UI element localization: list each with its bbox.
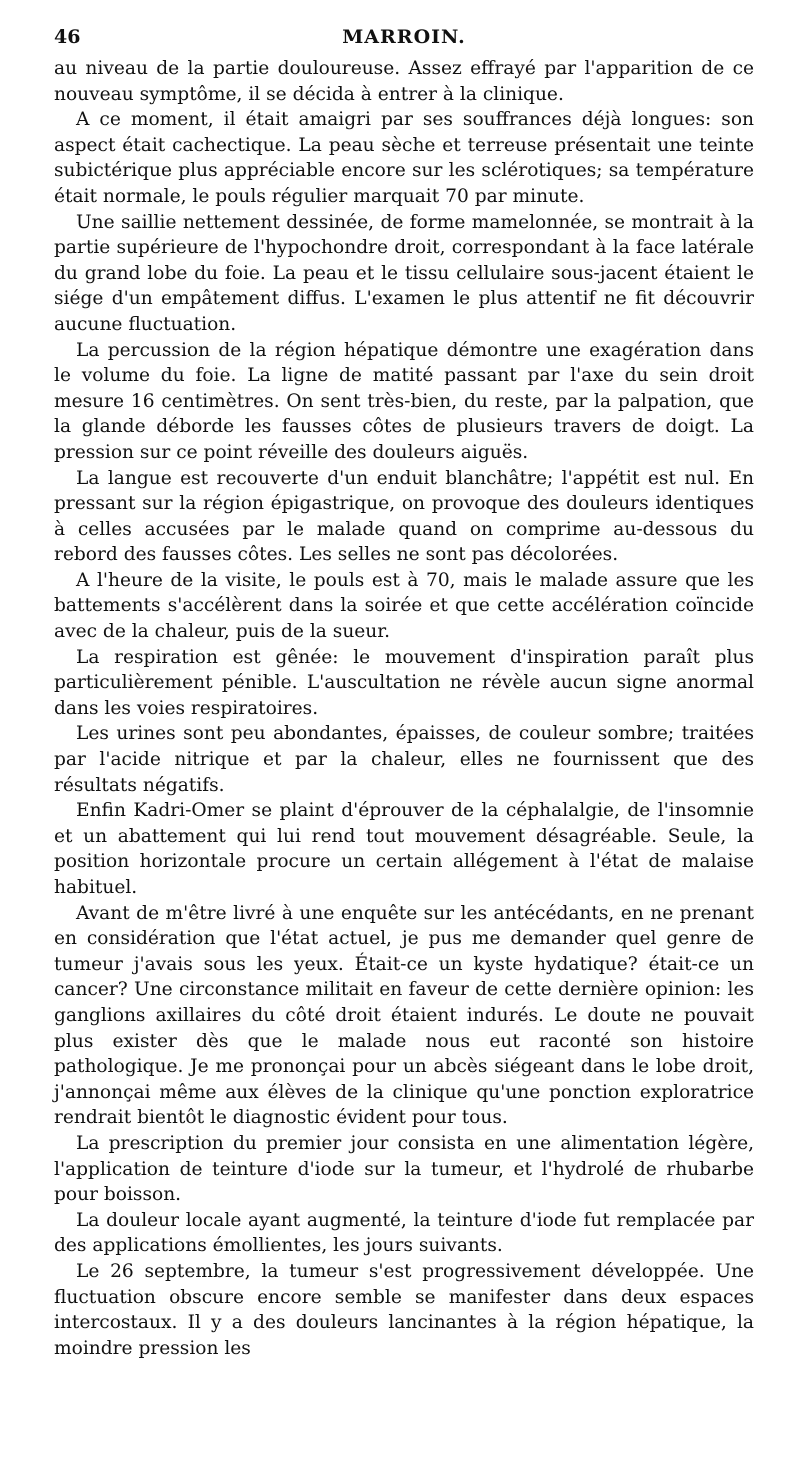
paragraph: La douleur locale ayant augmenté, la teinture d'iode fut remplacée par des applications émollientes, les jours suivants. bbox=[54, 1209, 754, 1257]
paragraph: Avant de m'être livré à une enquête sur les antécédants, en ne prenant en considération que l'état actuel, je pus me demander quel genre de tumeur j'avais sous les yeux. Était-ce un kyste hydatique? était-ce un cancer? Une circonstance militait en faveur de cette dernière opinion: les ganglions axillaires du côté droit étaient indurés. Le doute ne pouvait plus exister dès que le malade nous eut raconté son histoire pathologique. Je me prononçai pour un abcès siégeant dans le lobe droit, j'annonçai même aux élèves de la clinique qu'une ponction exploratrice rendrait bientôt le diagnostic évident pour tous. bbox=[54, 902, 754, 1129]
paragraph: A ce moment, il était amaigri par ses souffrances déjà longues: son aspect était cachectique. La peau sèche et terreuse présentait une teinte subictérique plus appréciable encore sur les sclérotiques; sa température était normale, le pouls régulier marquait 70 par minute. bbox=[54, 109, 754, 207]
paragraph: La langue est recouverte d'un enduit blanchâtre; l'appétit est nul. En pressant sur la région épigastrique, on provoque des douleurs identiques à celles accusées par le malade quand on comprime au-dessous du rebord des fausses côtes. Les selles ne sont pas décolorées. bbox=[54, 467, 754, 566]
paragraph: La respiration est gênée: le mouvement d'inspiration paraît plus particulièrement pénible. L'auscultation ne révèle aucun signe anormal dans les voies respiratoires. bbox=[54, 646, 754, 719]
page-header bbox=[54, 26, 754, 56]
page-number: 46 bbox=[54, 26, 81, 48]
paragraph: A l'heure de la visite, le pouls est à 70, mais le malade assure que les battements s'accélèrent dans la soirée et que cette accélération coïncide avec de la chaleur, puis de la sueur. bbox=[54, 569, 754, 643]
paragraph: La percussion de la région hépatique démontre une exagération dans le volume du foie. La ligne de matité passant par l'axe du sein droit mesure 16 centimètres. On sent très-bien, du reste, par la palpation, que la glande déborde les fausses côtes de plusieurs travers de doigt. La pression sur ce point réveille des douleurs aiguës. bbox=[54, 339, 754, 463]
paragraph: Le 26 septembre, la tumeur s'est progressivement développée. Une fluctuation obscure encore semble se manifester dans deux espaces intercostaux. Il y a des douleurs lancinantes à la région hépatique, la moindre pression les bbox=[54, 1260, 754, 1359]
paragraph: au niveau de la partie douloureuse. Assez effrayé par l'apparition de ce nouveau symptôme, il se décida à entrer à la clinique. bbox=[54, 58, 754, 105]
paragraph: Les urines sont peu abondantes, épaisses, de couleur sombre; traitées par l'acide nitrique et par la chaleur, elles ne fournissent que des résultats négatifs. bbox=[54, 723, 754, 796]
body-text bbox=[54, 56, 754, 1361]
paragraph: La prescription du premier jour consista en une alimentation légère, l'application de teinture d'iode sur la tumeur, et l'hydrolé de rhubarbe pour boisson. bbox=[54, 1132, 754, 1206]
paragraph: Enfin Kadri-Omer se plaint d'éprouver de la céphalalgie, de l'insomnie et un abattement qui lui rend tout mouvement désagréable. Seule, la position horizontale procure un certain allégement à l'état de malaise habituel. bbox=[54, 800, 754, 898]
paragraph: Une saillie nettement dessinée, de forme mamelonnée, se montrait à la partie supérieure de l'hypochondre droit, correspondant à la face latérale du grand lobe du foie. La peau et le tissu cellulaire sous-jacent étaient le siége d'un empâtement diffus. L'examen le plus attentif ne fit découvrir aucune fluctuation. bbox=[54, 211, 754, 335]
running-head: MARROIN. bbox=[342, 26, 466, 48]
